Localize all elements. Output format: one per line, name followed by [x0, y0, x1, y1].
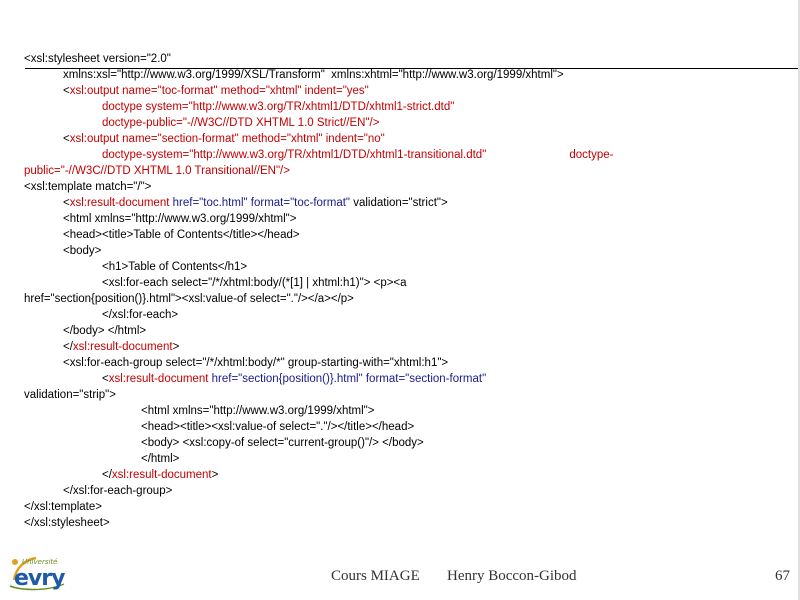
- code-line: [24, 307, 714, 323]
- code-token: <h1>Table of Contents</h1>: [102, 261, 248, 273]
- code-line: [24, 451, 714, 467]
- code-token: xsl:result-document: [72, 341, 173, 353]
- code-token: <body> <xsl:copy-of select="current-group()"/> </body>: [141, 437, 424, 449]
- code-line: [24, 355, 714, 371]
- code-line: [24, 179, 714, 195]
- code-line: [24, 243, 714, 259]
- code-token: <xsl:for-each-group select="/*/xhtml:body/*" group-starting-with="xhtml:h1">: [63, 357, 449, 369]
- code-line: [24, 195, 714, 211]
- code-token: validation="strict">: [350, 197, 448, 209]
- page-number: 67: [775, 568, 790, 584]
- code-token: <html xmlns="http://www.w3.org/1999/xhtml">: [141, 405, 375, 417]
- code-token: href="section{position()}.html" format="section-format": [208, 373, 487, 385]
- logo-main-text: evry: [14, 566, 65, 591]
- code-line: [24, 259, 714, 275]
- code-token: <xsl:for-each select="/*/xhtml:body/(*[1] | xhtml:h1)"> <p><a: [102, 277, 407, 289]
- code-token: </: [63, 341, 73, 353]
- code-line: [24, 115, 714, 131]
- code-line: [24, 339, 714, 355]
- code-token: </xsl:for-each>: [102, 309, 179, 321]
- code-line: [24, 67, 714, 83]
- code-line: [24, 291, 714, 307]
- code-line: [24, 387, 714, 403]
- code-line: [24, 515, 714, 531]
- code-line: [24, 499, 714, 515]
- code-token: </xsl:template>: [24, 501, 102, 513]
- code-token: >: [211, 469, 219, 481]
- code-token: <: [63, 85, 70, 97]
- slide-footer: [0, 560, 800, 596]
- code-token: xsl:result-document: [69, 197, 170, 209]
- code-token: href="section{position()}.html"><xsl:value-of select="."/></a></p>: [24, 293, 354, 305]
- footer-course: Cours MIAGE: [331, 568, 420, 584]
- footer-author: Henry Boccon-Gibod: [447, 568, 577, 584]
- code-token: validation="strip">: [24, 389, 116, 401]
- code-line: [24, 147, 714, 163]
- code-token: xsl:result-document: [108, 373, 209, 385]
- code-line: [24, 131, 714, 147]
- code-token: >: [172, 341, 180, 353]
- code-token: xsl:result-document: [111, 469, 212, 481]
- code-token: <body>: [63, 245, 102, 257]
- code-line: [24, 435, 714, 451]
- code-line: [24, 467, 714, 483]
- code-line: [24, 403, 714, 419]
- code-token: <head><title><xsl:value-of select="."/></title></head>: [141, 421, 415, 433]
- code-token: </xsl:for-each-group>: [63, 485, 173, 497]
- code-token: </html>: [141, 453, 180, 465]
- code-token: public="-//W3C//DTD XHTML 1.0 Transitional//EN"/>: [24, 165, 290, 177]
- code-token: xsl:output: [69, 133, 119, 145]
- code-token: doctype system="http://www.w3.org/TR/xhtml1/DTD/xhtml1-strict.dtd": [102, 101, 455, 113]
- code-token: <head><title>Table of Contents</title></head>: [63, 229, 300, 241]
- code-token: <: [63, 133, 70, 145]
- code-token: </: [102, 469, 112, 481]
- xslt-code-block: [24, 51, 714, 531]
- logo-small-text: Université: [22, 558, 58, 566]
- code-token: <xsl:template match="/">: [24, 181, 152, 193]
- code-line: [24, 275, 714, 291]
- code-token: href="toc.html" format="toc-format": [169, 197, 351, 209]
- code-token: <: [102, 373, 109, 385]
- code-line: [24, 371, 714, 387]
- code-token: doctype-public="-//W3C//DTD XHTML 1.0 Strict//EN"/>: [102, 117, 380, 129]
- code-token: <html xmlns="http://www.w3.org/1999/xhtml">: [63, 213, 297, 225]
- code-line: [24, 227, 714, 243]
- code-line: [24, 163, 714, 179]
- code-line: [24, 99, 714, 115]
- code-token: name="toc-format" method="xhtml" indent="yes": [118, 85, 369, 97]
- code-token: <: [63, 197, 70, 209]
- code-token: xsl:output: [69, 85, 119, 97]
- code-line: [24, 419, 714, 435]
- code-line: [24, 51, 714, 67]
- code-token: </body> </html>: [63, 325, 147, 337]
- code-line: [24, 323, 714, 339]
- code-line: [24, 83, 714, 99]
- code-token: doctype-system="http://www.w3.org/TR/xhtml1/DTD/xhtml1-transitional.dtd" doctype-: [102, 149, 614, 161]
- code-token: name="section-format" method="xhtml" indent="no": [118, 133, 385, 145]
- code-token: xmlns:xsl="http://www.w3.org/1999/XSL/Transform" xmlns:xhtml="http://www.w3.org/1999/xhtml">: [63, 69, 564, 81]
- code-line: [24, 483, 714, 499]
- code-line: [24, 211, 714, 227]
- code-token: </xsl:stylesheet>: [24, 517, 110, 529]
- code-token: <xsl:stylesheet version="2.0": [24, 53, 171, 65]
